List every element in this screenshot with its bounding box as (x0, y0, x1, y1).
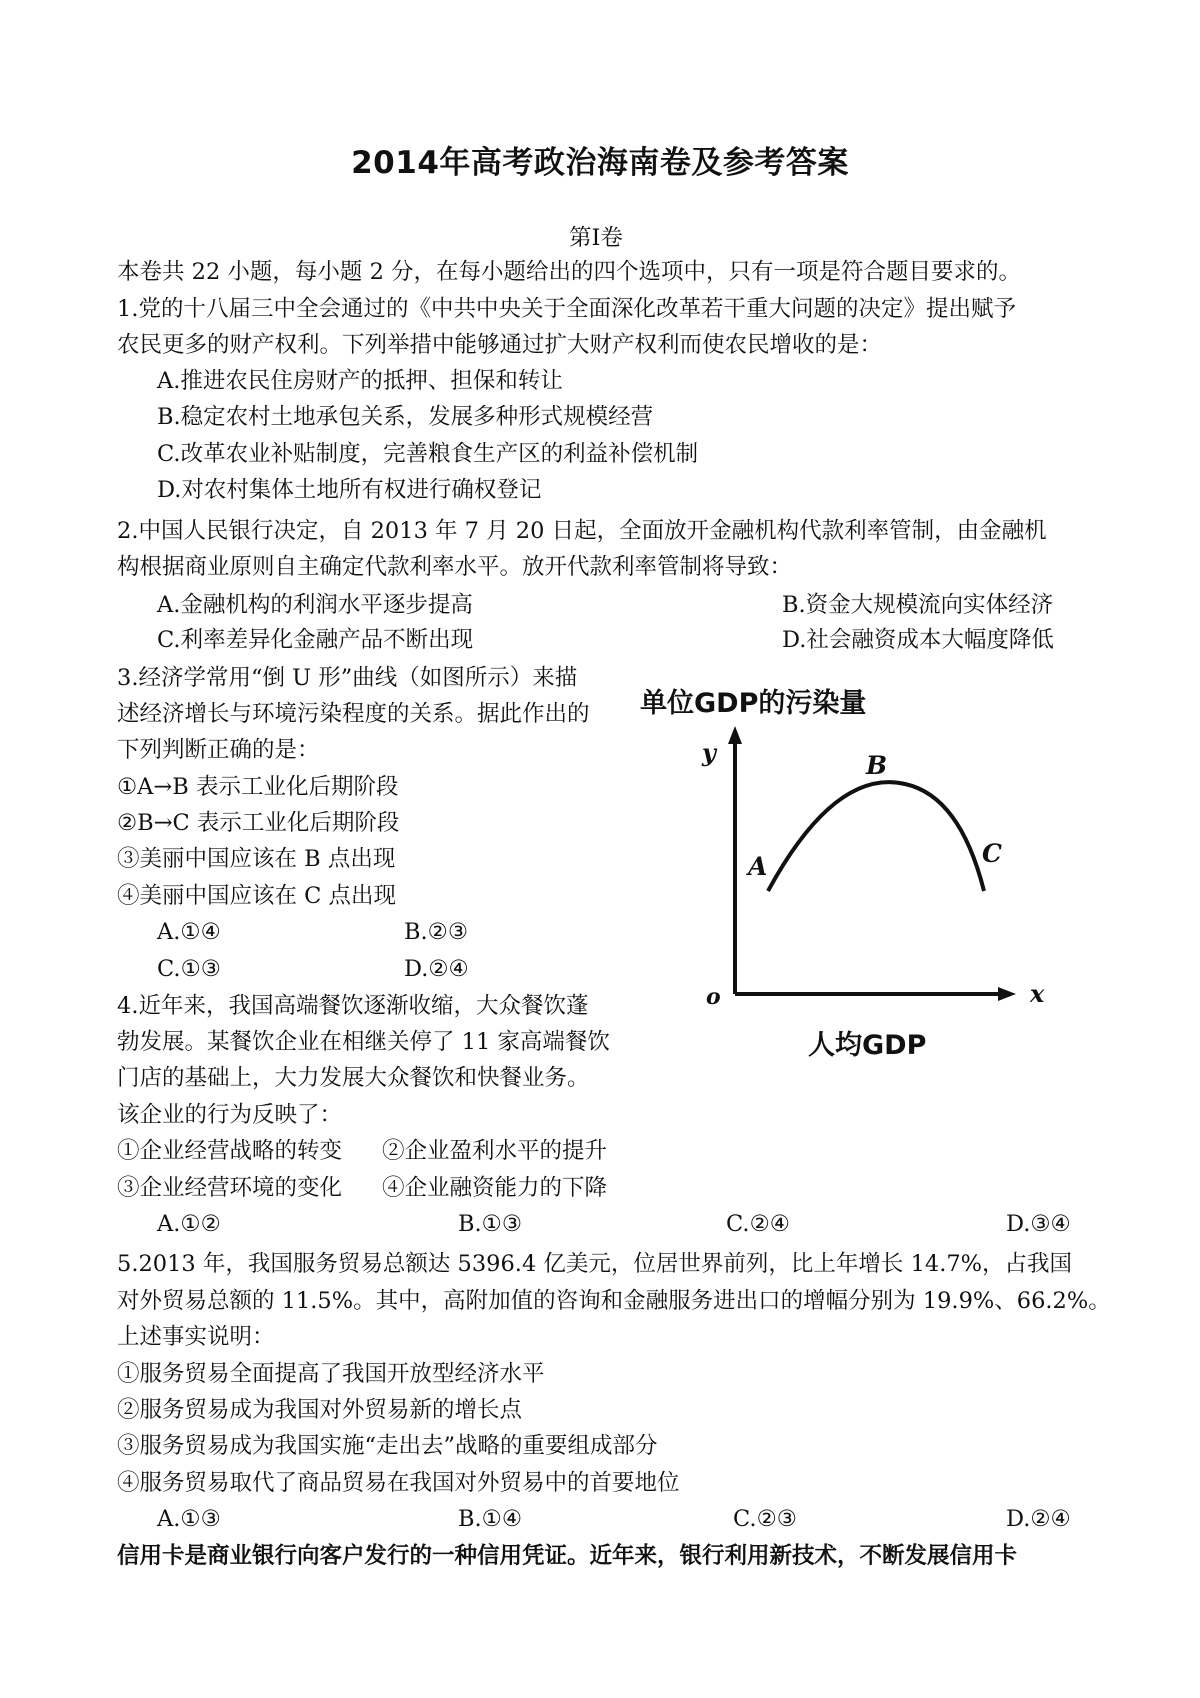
instructions: 本卷共 22 小题，每小题 2 分，在每小题给出的四个选项中，只有一项是符合题目要求的。 (117, 259, 1022, 285)
q2-option-c: C.利率差异化金融产品不断出现 (157, 627, 474, 653)
figure-svg (630, 688, 1100, 1078)
document-title: 2014年高考政治海南卷及参考答案 (351, 145, 849, 181)
q3-option-c: C.①③ (157, 956, 221, 982)
q5-stem-line3: 上述事实说明： (117, 1324, 275, 1350)
q3-statement-2: ②B→C 表示工业化后期阶段 (117, 810, 400, 836)
q3-stem-line1: 3.经济学常用“倒 U 形”曲线（如图所示）来描 (117, 665, 578, 691)
q2-option-b: B.资金大规模流向实体经济 (782, 592, 1054, 618)
q3-statement-3: ③美丽中国应该在 B 点出现 (117, 846, 396, 872)
q5-stem-line1: 5.2013 年，我国服务贸易总额达 5396.4 亿美元，位居世界前列，比上年增长 14.7%，占我国 (117, 1251, 1073, 1277)
q3-statement-4: ④美丽中国应该在 C 点出现 (117, 883, 397, 909)
q4-option-d: D.③④ (1006, 1211, 1071, 1237)
q1-option-a: A.推进农民住房财产的抵押、担保和转让 (157, 368, 563, 394)
q4-option-c: C.②④ (726, 1211, 790, 1237)
q4-stem-line4: 该企业的行为反映了： (117, 1102, 343, 1128)
y-axis-arrow-icon (728, 726, 742, 744)
point-b-label: B (866, 751, 888, 780)
q5-option-b: B.①④ (458, 1506, 523, 1532)
q4-statement-2: ②企业盈利水平的提升 (382, 1138, 608, 1164)
q5-statement-1: ①服务贸易全面提高了我国开放型经济水平 (117, 1361, 545, 1387)
section-heading: 第Ⅰ卷 (569, 225, 623, 251)
q3-option-a: A.①④ (157, 919, 221, 945)
q1-option-d: D.对农村集体土地所有权进行确权登记 (157, 477, 542, 503)
q5-option-a: A.①③ (157, 1506, 221, 1532)
point-c-label: C (982, 839, 1002, 868)
q4-statement-3: ③企业经营环境的变化 (117, 1175, 343, 1201)
q2-option-d: D.社会融资成本大幅度降低 (782, 627, 1054, 653)
q3-stem-line2: 述经济增长与环境污染程度的关系。据此作出的 (117, 701, 590, 727)
q4-option-a: A.①② (157, 1211, 221, 1237)
q5-stem-line2: 对外贸易总额的 11.5%。其中，高附加值的咨询和金融服务进出口的增幅分别为 19.9%、66.2%。 (117, 1288, 1111, 1314)
q3-statement-1: ①A→B 表示工业化后期阶段 (117, 774, 399, 800)
q1-stem-line1: 1.党的十八届三中全会通过的《中共中央关于全面深化改革若干重大问题的决定》提出赋予 (117, 296, 1016, 322)
x-axis-label: x (1030, 979, 1045, 1008)
q2-stem-line2: 构根据商业原则自主确定代款利率水平。放开代款利率管制将导致： (117, 554, 793, 580)
q5-option-d: D.②④ (1006, 1506, 1071, 1532)
q5-statement-2: ②服务贸易成为我国对外贸易新的增长点 (117, 1397, 523, 1423)
x-axis-arrow-icon (998, 987, 1016, 1001)
q4-statement-4: ④企业融资能力的下降 (382, 1175, 608, 1201)
q5-statement-3: ③服务贸易成为我国实施“走出去”战略的重要组成部分 (117, 1433, 658, 1459)
q4-stem-line3: 门店的基础上，大力发展大众餐饮和快餐业务。 (117, 1065, 590, 1091)
y-axis-label: y (702, 738, 716, 767)
q2-stem-line1: 2.中国人民银行决定，自 2013 年 7 月 20 日起，全面放开金融机构代款利率管制，由金融机 (117, 518, 1047, 544)
origin-label: o (706, 984, 721, 1010)
q1-option-b: B.稳定农村土地承包关系，发展多种形式规模经营 (157, 404, 654, 430)
q1-stem-line2: 农民更多的财产权利。下列举措中能够通过扩大财产权利而使农民增收的是： (117, 332, 883, 358)
q4-statement-1: ①企业经营战略的转变 (117, 1138, 343, 1164)
q4-stem-line1: 4.近年来，我国高端餐饮逐渐收缩，大众餐饮蓬 (117, 993, 589, 1019)
q1-option-c: C.改革农业补贴制度，完善粮食生产区的利益补偿机制 (157, 441, 699, 467)
q5-statement-4: ④服务贸易取代了商品贸易在我国对外贸易中的首要地位 (117, 1470, 680, 1496)
q4-option-b: B.①③ (458, 1211, 523, 1237)
q3-option-b: B.②③ (404, 919, 469, 945)
q3-stem-line3: 下列判断正确的是： (117, 737, 320, 763)
q2-option-a: A.金融机构的利润水平逐步提高 (157, 592, 473, 618)
inverted-u-curve (768, 782, 984, 891)
q3-option-d: D.②④ (404, 956, 469, 982)
passage-line1: 信用卡是商业银行向客户发行的一种信用凭证。近年来，银行利用新技术，不断发展信用卡 (117, 1543, 1018, 1569)
inverted-u-curve-figure (630, 688, 1100, 1078)
q4-stem-line2: 勃发展。某餐饮企业在相继关停了 11 家高端餐饮 (117, 1029, 610, 1055)
point-a-label: A (748, 852, 768, 881)
q5-option-c: C.②③ (733, 1506, 797, 1532)
figure-title: 单位GDP的污染量 (640, 688, 867, 719)
figure-caption: 人均GDP (808, 1030, 927, 1061)
